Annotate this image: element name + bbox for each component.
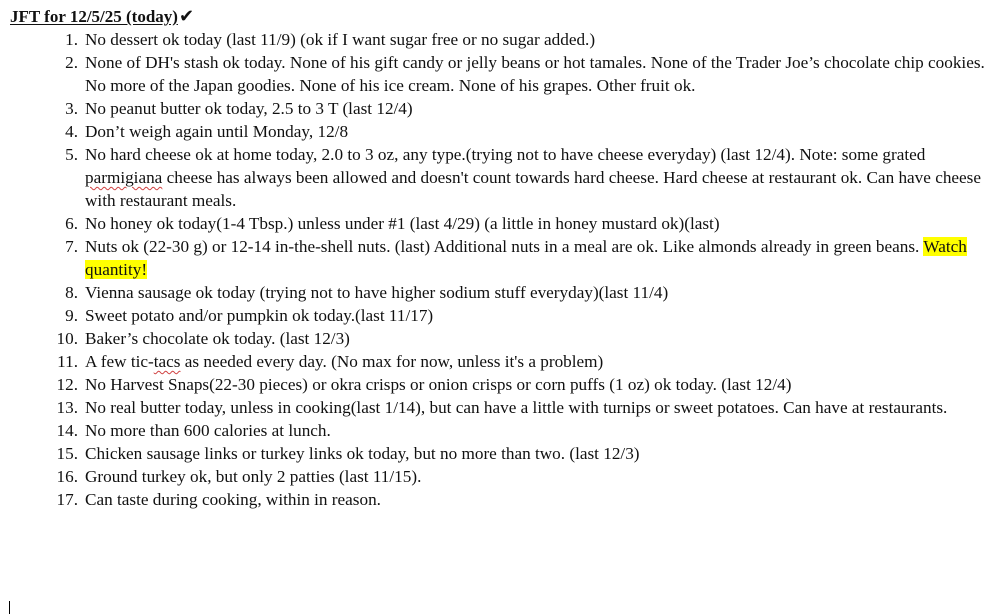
text-cursor[interactable] [9, 601, 10, 614]
list-item [10, 488, 1000, 511]
document-title [10, 6, 1000, 28]
list-item [10, 373, 1000, 396]
list-item-number: 10. [56, 329, 78, 348]
list-item-number: 16. [56, 467, 78, 486]
document-page [10, 6, 1000, 511]
list-item [10, 442, 1000, 465]
list-item-text: No honey ok today(1-4 Tbsp.) unless under #1 (last 4/29) (a little in honey mustard ok)(last) [85, 214, 720, 233]
list-item-number: 5. [65, 145, 78, 164]
list-item-text: Sweet potato and/or pumpkin ok today.(last 11/17) [85, 306, 434, 325]
list-item-text: None of DH's stash ok today. None of his gift candy or jelly beans or hot tamales. None of the Trader Joe’s chocolate chip cookies. No more of the Japan goodies. None of his ice cream. None of his grapes. Other fruit ok. [85, 53, 985, 95]
list-item [10, 235, 1000, 281]
list-item-number: 17. [56, 490, 78, 509]
spellcheck-flagged-word[interactable]: parmigiana [85, 168, 163, 187]
checkmark-icon: ✔ [178, 6, 195, 27]
list-item [10, 120, 1000, 143]
list-item [10, 143, 1000, 212]
list-item-text: Baker’s chocolate ok today. (last 12/3) [85, 329, 350, 348]
list-item-text: Chicken sausage links or turkey links ok today, but no more than two. (last 12/3) [85, 444, 640, 463]
list-item-number: 4. [65, 122, 78, 141]
list-item-number: 9. [65, 306, 78, 325]
list-item-text-end: as needed every day. (No max for now, unless it's a problem) [180, 352, 604, 371]
document-title-text: JFT for 12/5/25 (today) [10, 7, 178, 26]
list-item [10, 51, 1000, 97]
list-item-number: 2. [65, 53, 78, 72]
list-item-number: 1. [65, 30, 78, 49]
list-item-text-start: Nuts ok (22-30 g) or 12-14 in-the-shell nuts. (last) Additional nuts in a meal are ok. Like almonds already in green beans. [85, 237, 924, 256]
list-item-text-end: cheese has always been allowed and doesn't count towards hard cheese. Hard cheese at restaurant ok. Can have cheese with restaurant meals. [85, 168, 981, 210]
list-item [10, 304, 1000, 327]
list-item-text-start: No hard cheese ok at home today, 2.0 to 3 oz, any type.(trying not to have cheese everyday) (last 12/4). Note: some grated [85, 145, 926, 164]
list-item-text: Don’t weigh again until Monday, 12/8 [85, 122, 349, 141]
list-item [10, 97, 1000, 120]
list-item [10, 327, 1000, 350]
list-item-text: Ground turkey ok, but only 2 patties (last 11/15). [85, 467, 422, 486]
spellcheck-flagged-word[interactable]: tacs [153, 352, 181, 371]
list-item-number: 6. [65, 214, 78, 233]
list-item-number: 8. [65, 283, 78, 302]
list-item-number: 7. [65, 237, 78, 256]
list-item-number: 15. [56, 444, 78, 463]
list-item-text: No Harvest Snaps(22-30 pieces) or okra crisps or onion crisps or corn puffs (1 oz) ok today. (last 12/4) [85, 375, 792, 394]
list-item-text: No dessert ok today (last 11/9) (ok if I want sugar free or no sugar added.) [85, 30, 596, 49]
list-item-text: Can taste during cooking, within in reason. [85, 490, 381, 509]
list-item-text: No real butter today, unless in cooking(last 1/14), but can have a little with turnips or sweet potatoes. Can have at restaurants. [85, 398, 948, 417]
list-item [10, 281, 1000, 304]
list-item [10, 28, 1000, 51]
highlighted-text: Watch quantity! [85, 237, 967, 279]
list-item-number: 3. [65, 99, 78, 118]
list-item [10, 419, 1000, 442]
list-item [10, 350, 1000, 373]
list-item [10, 212, 1000, 235]
list-item-number: 12. [56, 375, 78, 394]
list-item-text-start: A few tic- [85, 352, 154, 371]
list-item-text: Vienna sausage ok today (trying not to have higher sodium stuff everyday)(last 11/4) [85, 283, 669, 302]
list-item [10, 465, 1000, 488]
list-item [10, 396, 1000, 419]
list-item-number: 13. [56, 398, 78, 417]
rules-list [10, 28, 1000, 511]
list-item-number: 11. [57, 352, 78, 371]
list-item-text: No peanut butter ok today, 2.5 to 3 T (last 12/4) [85, 99, 413, 118]
list-item-text: No more than 600 calories at lunch. [85, 421, 331, 440]
list-item-number: 14. [56, 421, 78, 440]
